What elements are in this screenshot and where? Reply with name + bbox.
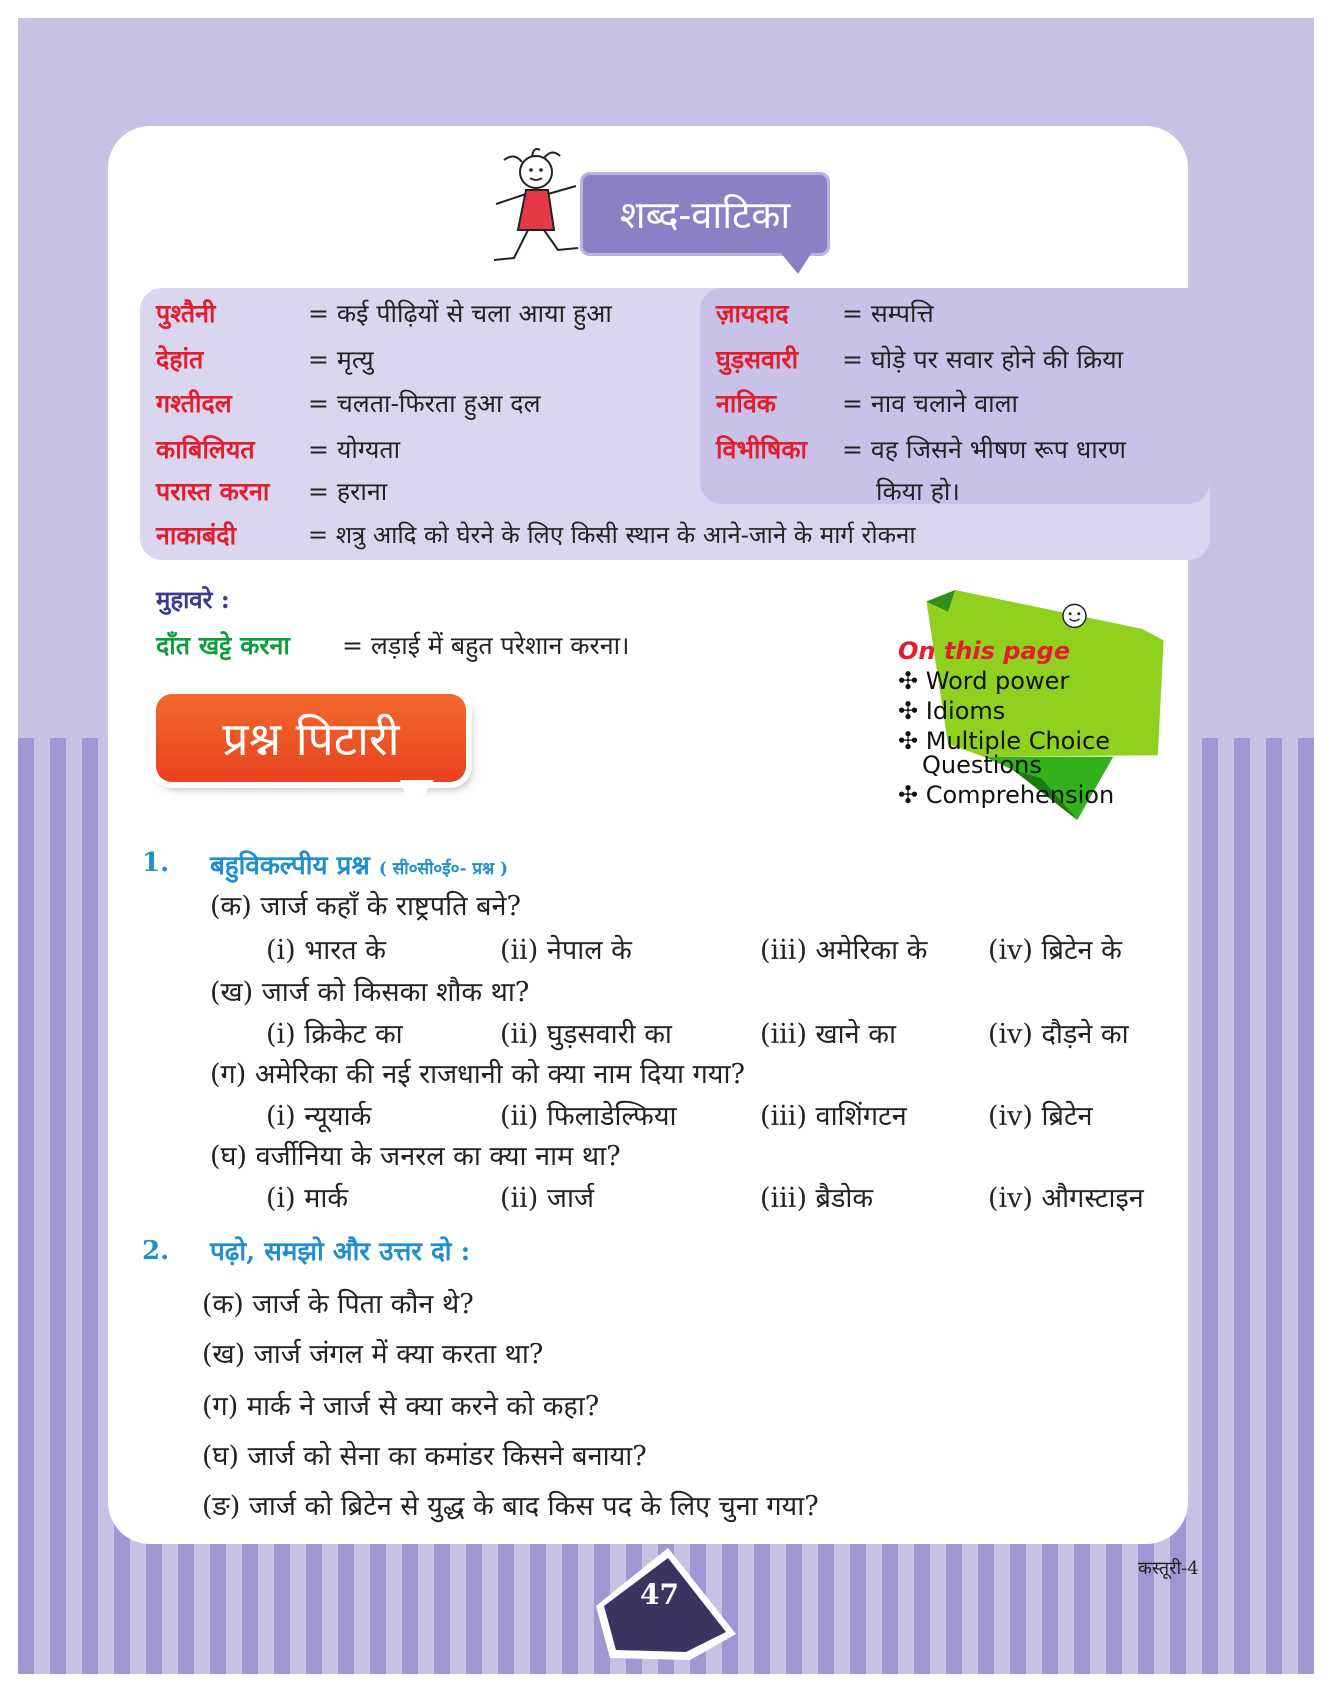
comprehension-question: (घ) जार्ज को सेना का कमांडर किसने बनाया? [202, 1441, 647, 1472]
mcq-option: (iv) दौड़ने का [988, 1019, 1129, 1050]
word-meaning: = सम्पत्ति [842, 299, 934, 328]
comprehension-question: (क) जार्ज के पिता कौन थे? [202, 1289, 474, 1320]
on-this-page-title: On this page [898, 637, 1071, 665]
word-meaning: = नाव चलाने वाला [842, 389, 1019, 418]
comprehension-question: (ङ) जार्ज को ब्रिटेन से युद्ध के बाद किस पद के लिए चुना गया? [202, 1491, 819, 1522]
mcq-option: (i) भारत के [266, 935, 387, 966]
mcq-question: (ख) जार्ज को किसका शौक था? [210, 977, 530, 1008]
smiley-face-icon [1063, 604, 1086, 627]
word-term: पुश्तैनी [156, 299, 216, 328]
word-meaning: = मृत्यु [308, 345, 374, 374]
on-this-page-item: ✣ Idioms [898, 697, 1006, 725]
word-meaning: = योग्यता [308, 435, 401, 464]
word-meaning: = कई पीढ़ियों से चला आया हुआ [308, 299, 612, 328]
mcq-question: (क) जार्ज कहाँ के राष्ट्रपति बने? [210, 891, 521, 922]
word-term: गश्तीदल [156, 389, 232, 418]
mcq-option: (i) क्रिकेट का [266, 1019, 403, 1050]
word-term: घुड़सवारी [716, 345, 799, 374]
word-garden-title: शब्द-वाटिका [580, 172, 830, 256]
word-term: परास्त करना [156, 477, 270, 506]
mcq-option: (i) न्यूयार्क [266, 1101, 372, 1132]
q1-heading-text: बहुविकल्पीय प्रश्न [210, 851, 370, 881]
word-term: नाविक [716, 389, 776, 418]
word-meaning: = घोड़े पर सवार होने की क्रिया [842, 345, 1124, 374]
mcq-option: (iv) ब्रिटेन के [988, 935, 1122, 966]
word-term: देहांत [156, 345, 204, 374]
q2-number: 2. [142, 1236, 170, 1266]
word-term: ज़ायदाद [716, 299, 789, 328]
mcq-option: (ii) घुड़सवारी का [500, 1019, 672, 1050]
mcq-question: (ग) अमेरिका की नई राजधानी को क्या नाम दिया गया? [210, 1059, 745, 1090]
mcq-option: (ii) फिलाडेल्फिया [500, 1101, 677, 1132]
mcq-option: (ii) जार्ज [500, 1183, 594, 1214]
mcq-option: (i) मार्क [266, 1183, 349, 1214]
idiom-term: दाँत खट्टे करना [156, 631, 290, 660]
q1-heading [210, 846, 508, 882]
mcq-option: (iii) वाशिंगटन [760, 1101, 907, 1132]
q1-number: 1. [142, 848, 170, 878]
comprehension-question: (ग) मार्क ने जार्ज से क्या करने को कहा? [202, 1391, 600, 1422]
book-name: कस्तूरी-4 [1138, 1558, 1199, 1579]
mcq-option: (iii) ब्रैडोक [760, 1183, 874, 1214]
word-term: काबिलियत [156, 435, 255, 464]
on-this-page-box [898, 636, 1114, 810]
word-meaning: = वह जिसने भीषण रूप धारण [842, 435, 1127, 464]
word-meaning: = शत्रु आदि को घेरने के लिए किसी स्थान के आने-जाने के मार्ग रोकना [308, 521, 916, 549]
section-title-tail [400, 780, 434, 814]
section-title: प्रश्न पिटारी [156, 694, 466, 782]
word-term: नाकाबंदी [156, 521, 237, 550]
mcq-option: (iv) ब्रिटेन [988, 1101, 1093, 1132]
word-garden-bubble-tail [780, 252, 812, 274]
page-number: 47 [640, 1578, 679, 1611]
on-this-page-item: ✣ Multiple Choice [898, 727, 1110, 755]
mcq-question: (घ) वर्जीनिया के जनरल का क्या नाम था? [210, 1141, 621, 1172]
q1-tag: ( सी०सी०ई०- प्रश्न ) [378, 859, 509, 879]
mcq-option: (iii) अमेरिका के [760, 935, 928, 966]
word-meaning: = चलता-फिरता हुआ दल [308, 389, 541, 418]
word-meaning: = हराना [308, 477, 388, 506]
on-this-page-item: ✣ Word power [898, 667, 1070, 695]
word-term: विभीषिका [716, 435, 808, 464]
mcq-option: (iv) औगस्टाइन [988, 1183, 1144, 1214]
q2-heading: पढ़ो, समझो और उत्तर दो : [210, 1237, 471, 1267]
on-this-page-item: ✣ Comprehension [898, 781, 1115, 809]
idiom-meaning: = लड़ाई में बहुत परेशान करना। [342, 631, 630, 660]
girl-illustration-icon [474, 146, 584, 272]
word-meaning-continued: किया हो। [876, 477, 960, 506]
mcq-option: (ii) नेपाल के [500, 935, 632, 966]
on-this-page-item: Questions [922, 751, 1042, 779]
comprehension-question: (ख) जार्ज जंगल में क्या करता था? [202, 1339, 544, 1370]
idioms-heading: मुहावरे : [156, 585, 230, 614]
mcq-option: (iii) खाने का [760, 1019, 896, 1050]
